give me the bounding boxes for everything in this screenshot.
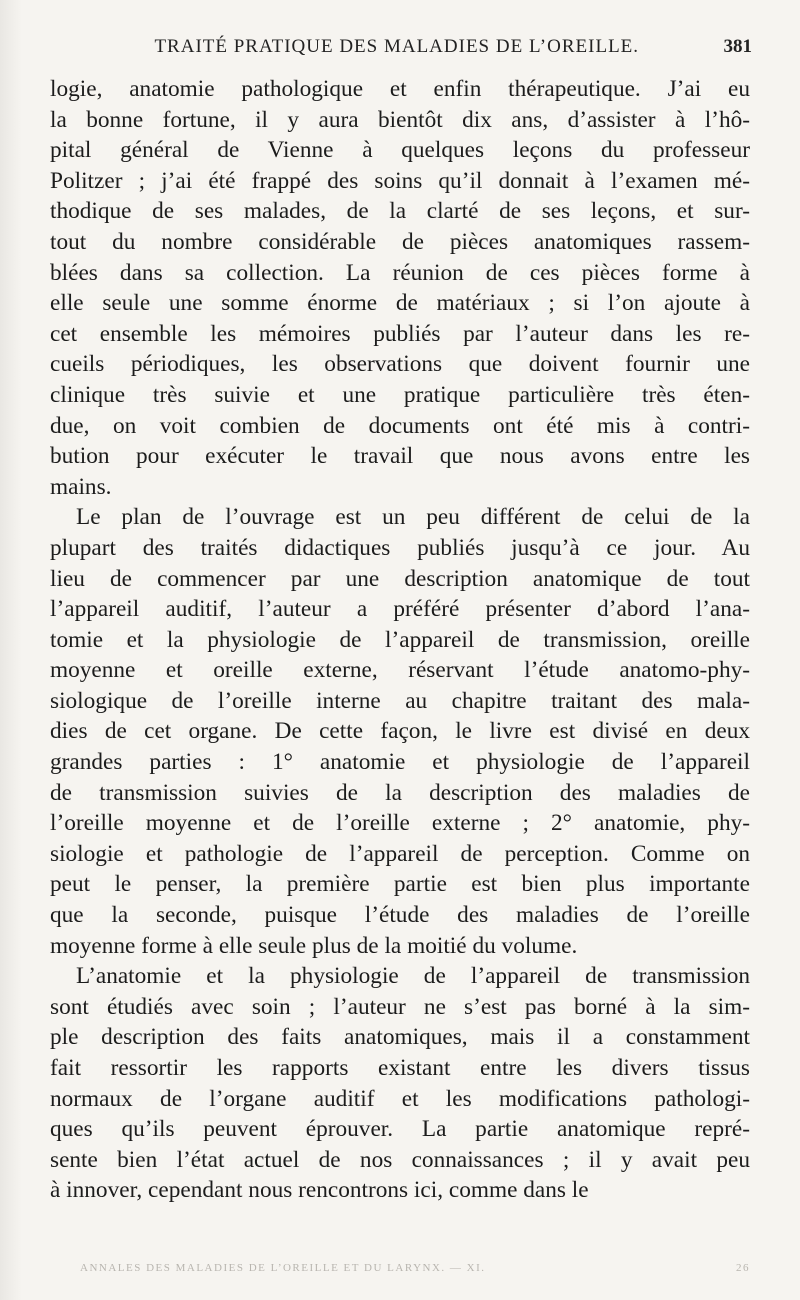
text-line: à innover, cependant nous rencontrons ici, comme dans le bbox=[50, 1177, 589, 1204]
text-line: clinique très suivie et une pratique particulière très éten- bbox=[50, 381, 750, 408]
text-line: fait ressortir les rapports existant entre les divers tissus bbox=[50, 1055, 750, 1081]
text-line: cueils périodiques, les observations que doivent fournir une bbox=[50, 351, 750, 378]
text-line: mains. bbox=[50, 473, 112, 500]
text-line: moyenne et oreille externe, réservant l’étude anatomo-phy- bbox=[50, 657, 750, 684]
text-line: blées dans sa collection. La réunion de ces pièces forme à bbox=[50, 259, 750, 286]
text-line: plupart des traités didactiques publiés jusqu’à ce jour. Au bbox=[50, 534, 750, 561]
text-line: ple description des faits anatomiques, mais il a constamment bbox=[50, 1024, 750, 1051]
printer-signature bbox=[80, 1262, 750, 1274]
text-line: l’oreille moyenne et de l’oreille externe ; 2° anatomie, phy- bbox=[50, 810, 750, 837]
text-line: de transmission suivies de la description des maladies de bbox=[50, 779, 750, 806]
running-head-title: TRAITÉ PRATIQUE DES MALADIES DE L’OREILLE. bbox=[154, 36, 640, 57]
text-line: lieu de commencer par une description anatomique de tout bbox=[50, 565, 750, 592]
text-line: elle seule une somme énorme de matériaux ; si l’on ajoute à bbox=[50, 290, 750, 317]
text-line: sont étudiés avec soin ; l’auteur ne s’est pas borné à la sim- bbox=[50, 993, 750, 1020]
text-line: moyenne forme à elle seule plus de la moitié du volume. bbox=[50, 932, 578, 959]
text-line: Politzer ; j’ai été frappé des soins qu’il donnait à l’examen mé- bbox=[50, 167, 750, 194]
text-line: normaux de l’organe auditif et les modifications pathologi- bbox=[50, 1085, 750, 1112]
text-line: cet ensemble les mémoires publiés par l’auteur dans les re- bbox=[50, 320, 750, 347]
page-number: 381 bbox=[723, 36, 752, 57]
signature-text: ANNALES DES MALADIES DE L’OREILLE ET DU LARYNX. — XI. bbox=[80, 1262, 486, 1274]
text-line: siologie et pathologie de l’appareil de perception. Comme on bbox=[50, 840, 750, 867]
text-line: pital général de Vienne à quelques leçons du professeur bbox=[50, 137, 750, 164]
text-line: tout du nombre considérable de pièces anatomiques rassem- bbox=[50, 228, 750, 255]
text-line: grandes parties : 1° anatomie et physiologie de l’appareil bbox=[50, 749, 750, 776]
text-line: bution pour exécuter le travail que nous avons entre les bbox=[50, 443, 750, 470]
text-line: la bonne fortune, il y aura bientôt dix ans, d’assister à l’hô- bbox=[50, 106, 750, 133]
text-line: peut le penser, la première partie est bien plus importante bbox=[50, 871, 750, 898]
text-line: logie, anatomie pathologique et enfin thérapeutique. J’ai eu bbox=[50, 76, 750, 102]
text-line: L’anatomie et la physiologie de l’appareil de transmission bbox=[76, 963, 750, 990]
text-line: sente bien l’état actuel de nos connaissances ; il y avait peu bbox=[50, 1146, 750, 1173]
body-text bbox=[50, 74, 750, 1206]
text-line: ques qu’ils peuvent éprouver. La partie anatomique repré- bbox=[50, 1116, 750, 1143]
text-line: thodique de ses malades, de la clarté de ses leçons, et sur- bbox=[50, 198, 750, 225]
text-line: que la seconde, puisque l’étude des maladies de l’oreille bbox=[50, 902, 750, 929]
text-line: due, on voit combien de documents ont été mis à contri- bbox=[50, 412, 750, 439]
text-line: siologique de l’oreille interne au chapitre traitant des mala- bbox=[50, 687, 750, 714]
text-line: tomie et la physiologie de l’appareil de transmission, oreille bbox=[50, 626, 750, 653]
text-line: l’appareil auditif, l’auteur a préféré présenter d’abord l’ana- bbox=[50, 596, 750, 623]
text-line: dies de cet organe. De cette façon, le livre est divisé en deux bbox=[50, 718, 750, 745]
running-head bbox=[50, 36, 752, 58]
text-line: Le plan de l’ouvrage est un peu différent de celui de la bbox=[76, 504, 750, 531]
signature-number: 26 bbox=[736, 1262, 750, 1274]
